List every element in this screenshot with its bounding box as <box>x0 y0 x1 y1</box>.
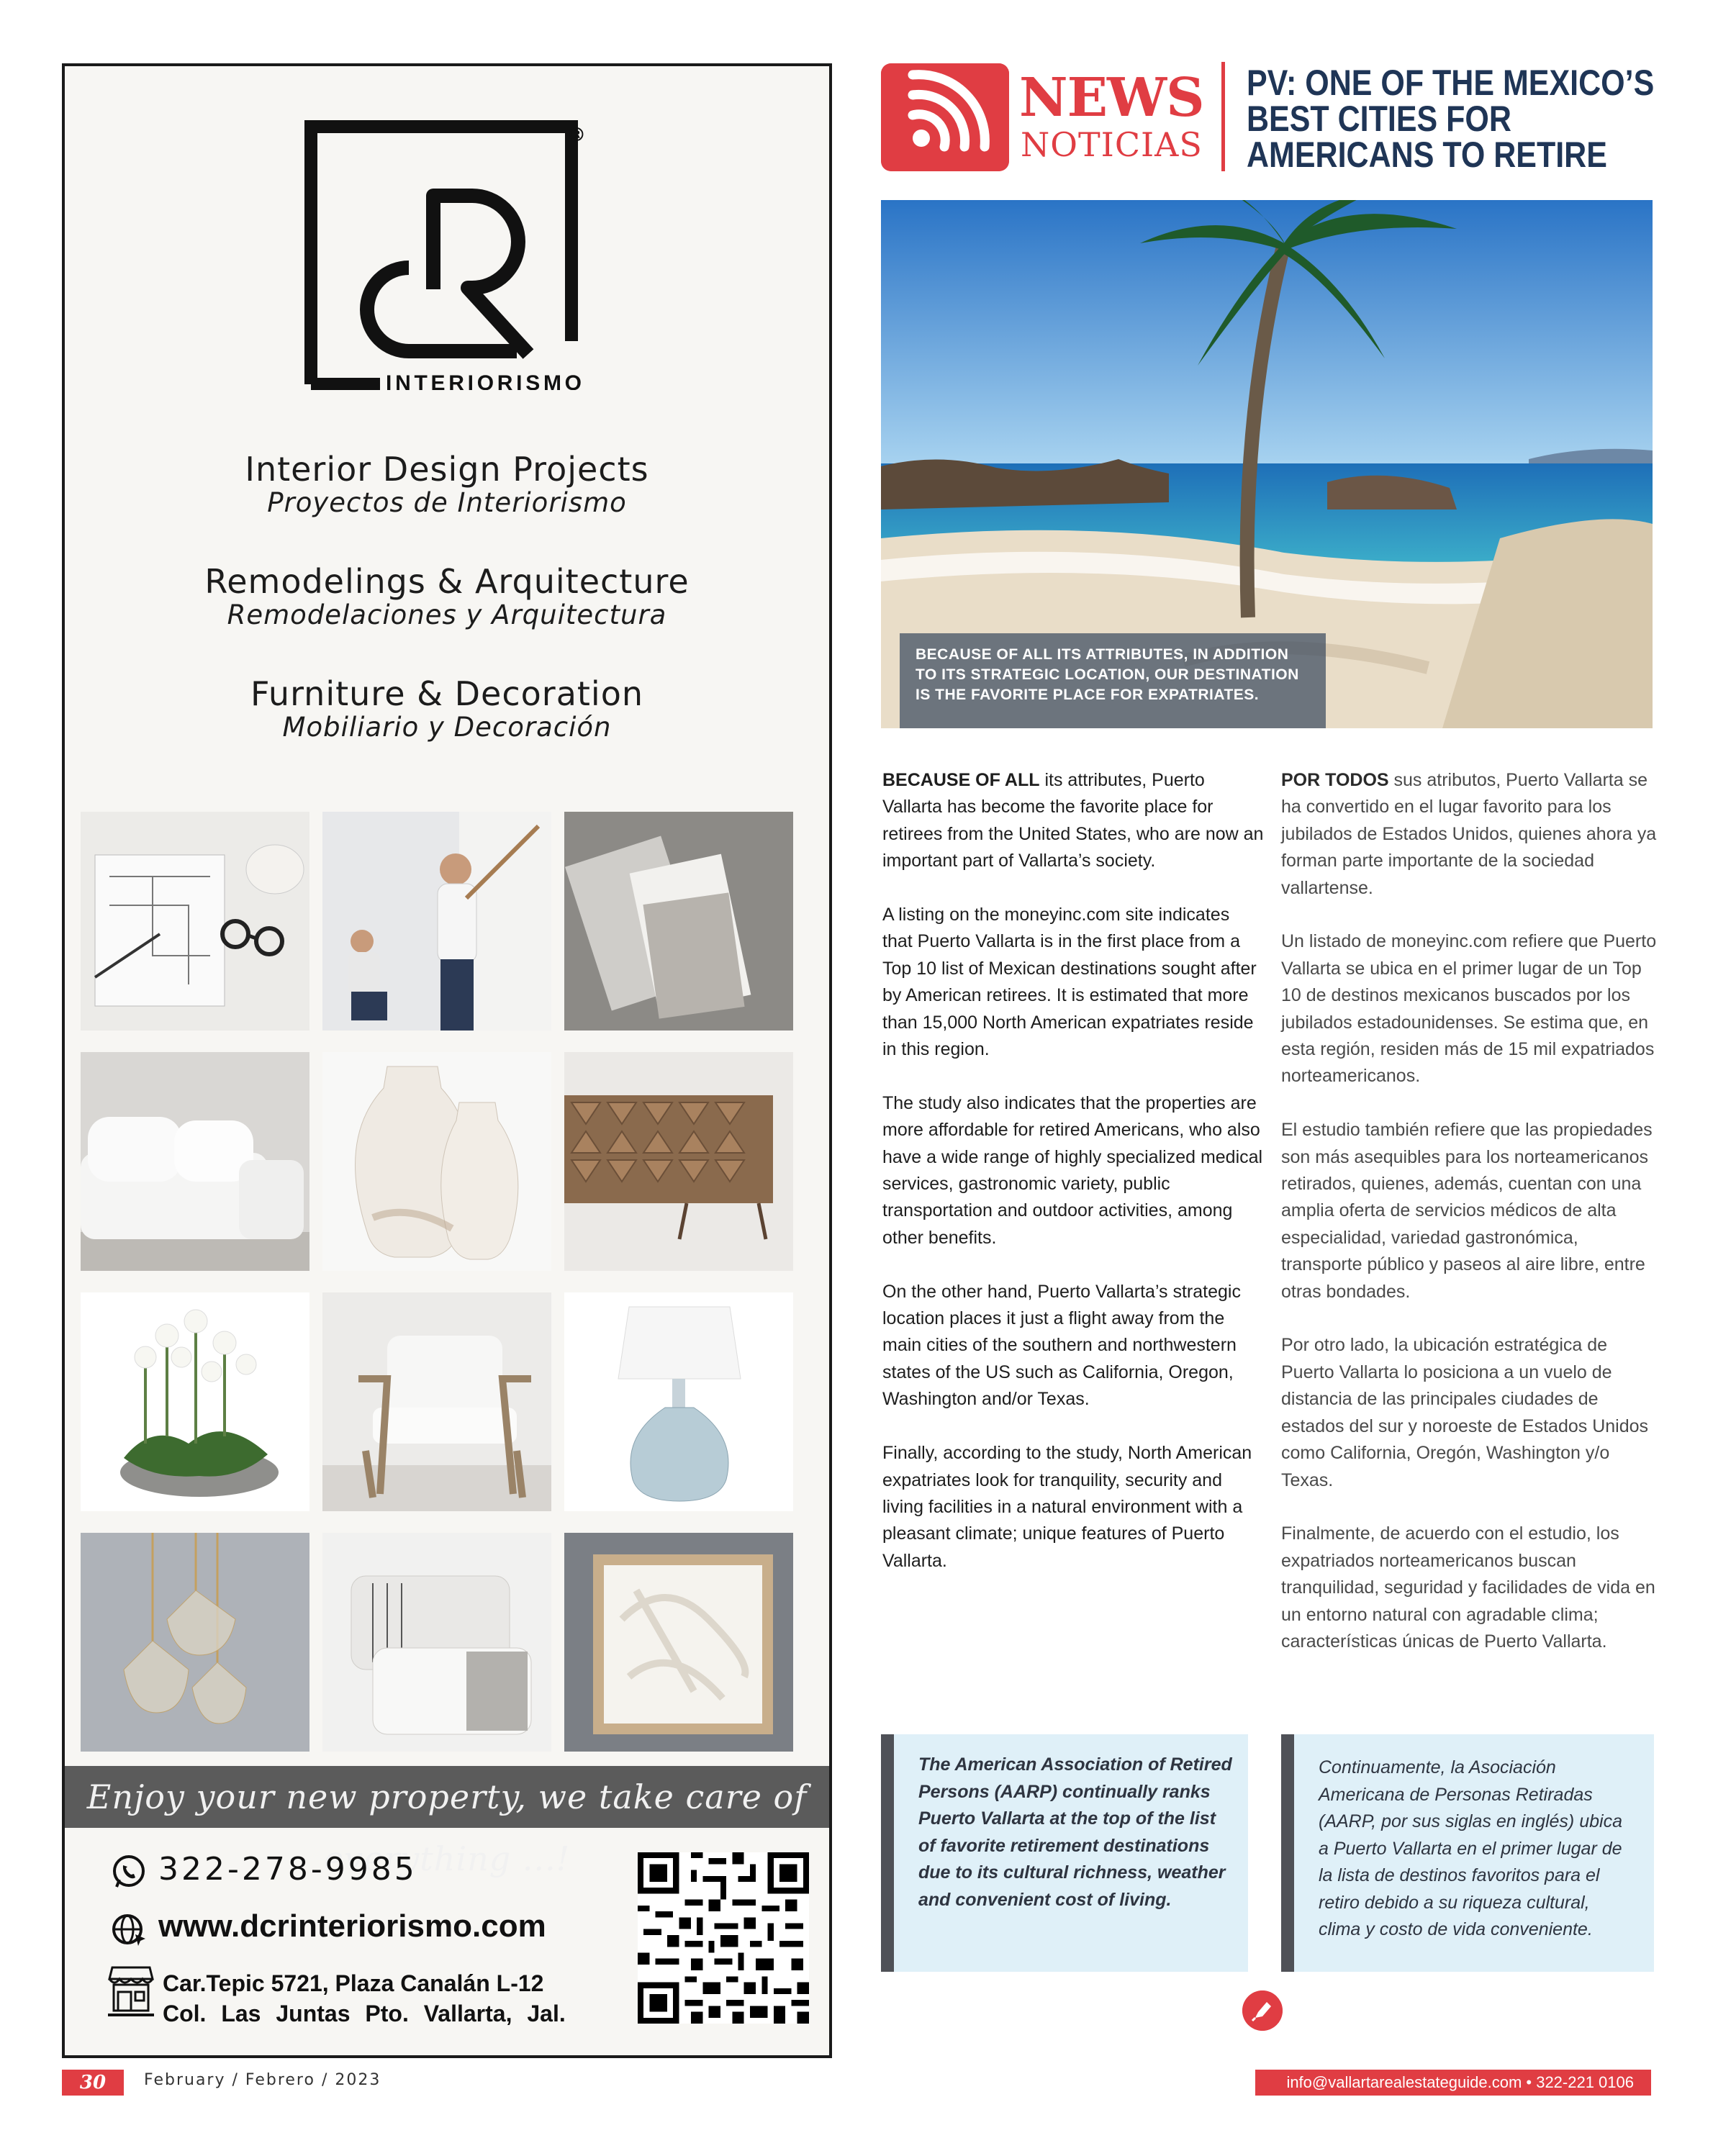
cushions-photo <box>322 1533 551 1752</box>
paragraph-en-3: The study also indicates that the properties are more affordable for retired Americans, who also have a wide range of highly specialized medical services, gastronomic variety, public transportation and outdoor activities, among other benefits. <box>882 1092 1263 1248</box>
headline-line-3: AMERICANS TO RETIRE <box>1247 135 1607 175</box>
pull-quote-es-text: Continuamente, la Asociación Americana de Personas Retiradas (AARP, por sus siglas en inglés) ubica a Puerto Vallarta en el primer lugar de la lista de destinos favoritos para el retiro debido a su riqueza cultural, clima y costo de vida conveniente. <box>1319 1757 1622 1939</box>
service-remodeling <box>65 563 829 630</box>
service-title-en: Interior Design Projects <box>245 450 649 489</box>
paragraph-es-4: Por otro lado, la ubicación estratégica de Puerto Vallarta lo posiciona a un vuelo de distancia de las principales ciudades de estados del sur y noroeste de Estados Unidos como California, Oregón, Washington y/o Texas. <box>1281 1335 1649 1490</box>
dcr-logo <box>301 117 589 390</box>
white-sofa-photo <box>81 1052 309 1271</box>
pull-quote-en <box>881 1734 1248 1972</box>
dcr-advertisement <box>62 63 832 2058</box>
paragraph-en-1 <box>882 767 1264 875</box>
paragraph-en-2: A listing on the moneyinc.com site indicates that Puerto Vallarta is in the first place from a Top 10 list of Mexican destinations sought after by American retirees. It is estimated that more than 15,000 North American expatriates reside in this region. <box>882 905 1257 1060</box>
pen-icon <box>1242 1990 1283 2031</box>
service-title-es: Proyectos de Interiorismo <box>267 487 627 518</box>
website-url: www.dcrinteriorismo.com <box>158 1908 546 1944</box>
wood-sideboard-photo <box>564 1052 793 1271</box>
headline-line-1: PV: ONE OF THE MEXICO’S <box>1247 63 1655 103</box>
service-title-es: Mobiliario y Decoración <box>282 712 612 743</box>
phone-number: 322-278-9985 <box>158 1851 417 1888</box>
article-headline <box>1247 63 1655 175</box>
article-body-es <box>1281 767 1663 1682</box>
footer-contact[interactable]: info@vallartarealestateguide.com • 322-221 0106 <box>1255 2070 1651 2096</box>
paragraph-es-1 <box>1281 767 1663 902</box>
page-number: 30 <box>62 2070 124 2096</box>
header-divider <box>1221 62 1225 171</box>
article-body-en <box>882 767 1264 1602</box>
rss-feed-icon <box>881 63 1009 171</box>
service-title-es: Remodelaciones y Arquitectura <box>227 599 667 630</box>
issue-date: February / Febrero / 2023 <box>144 2071 381 2089</box>
slogan-banner: Enjoy your new property, we take care of everything ...! <box>65 1766 829 1828</box>
address-line-1: Car.Tepic 5721, Plaza Canalán L-12 <box>163 1970 544 1996</box>
paragraph-en-4: On the other hand, Puerto Vallarta’s strategic location places it just a flight away from the main cities of the southern and northwestern states of the US such as California, Oregon, Washington and/or Texas. <box>882 1281 1241 1410</box>
service-title-en: Remodelings & Arquitecture <box>204 562 690 601</box>
textured-art-photo <box>564 1533 793 1752</box>
paragraph-en-5: Finally, according to the study, North American expatriates look for tranquility, security and living facilities in a natural environment with a pleasant climate; unique features of Puerto Vallarta. <box>882 1443 1252 1571</box>
ceramic-vases-photo <box>322 1052 551 1271</box>
paragraph-es-5: Finalmente, de acuerdo con el estudio, los expatriados norteamericanos buscan tranquilidad, seguridad y facilidades de vida en un entorno natural con agradable clima; características únicas de Puerto Vallarta. <box>1281 1523 1655 1652</box>
shop-icon <box>108 1963 154 2019</box>
pull-quote-es <box>1281 1734 1654 1972</box>
blueprint-photo <box>81 812 309 1031</box>
armchair-photo <box>322 1292 551 1511</box>
service-furniture <box>65 675 829 743</box>
section-label-en: NEWS <box>1019 67 1204 129</box>
service-interior-design <box>65 450 829 518</box>
lead-in-es: POR TODOS <box>1281 770 1389 790</box>
section-label-es: NOTICIAS <box>1021 125 1203 164</box>
paragraph-es-3: El estudio también refiere que las propiedades son más asequibles para los norteamericanos retirados, quienes, además, cuentan con una amplia oferta de servicios médicos de alta especialidad, variedad gastronómica, transporte público y paseos al aire libre, entre otras bondades. <box>1281 1120 1653 1302</box>
globe-icon <box>109 1910 148 1949</box>
paragraph-es-2: Un listado de moneyinc.com refiere que Puerto Vallarta se ubica en el primer lugar de un Top 10 de destinos mexicanos buscados por los jubilados estadounidenses. Se estima que, en esta región, residen más de 15 mil expatriados norteamericanos. <box>1281 931 1657 1087</box>
address-line-2: Col. Las Juntas Pto. Vallarta, Jal. <box>163 2001 566 2026</box>
pull-quote-en-text: The American Association of Retired Persons (AARP) continually ranks Puerto Vallarta at the top of the list of favorite retirement destinations due to its cultural richness, weather and convenient cost of living. <box>918 1754 1232 1910</box>
paragraph-en-1-text: its attributes, Puerto Vallarta has become the favorite place for retirees from the United States, who are now an important part of Vallarta’s society. <box>882 770 1264 871</box>
orchid-planter-photo <box>81 1292 309 1511</box>
qr-code[interactable] <box>638 1852 809 2024</box>
paragraph-es-1-text: sus atributos, Puerto Vallarta se ha convertido en el lugar favorito para los jubilados de Estados Unidos, quienes ahora ya forman parte importante de la sociedad vallartense. <box>1281 770 1657 898</box>
service-title-en: Furniture & Decoration <box>250 674 643 713</box>
registered-mark: ® <box>567 124 586 146</box>
color-swatch-photo <box>564 812 793 1031</box>
photo-caption: BECAUSE OF ALL ITS ATTRIBUTES, IN ADDITION TO ITS STRATEGIC LOCATION, OUR DESTINATION IS THE FAVORITE PLACE FOR EXPATRIATES. <box>900 633 1326 728</box>
whatsapp-icon <box>111 1854 147 1890</box>
painter-photo <box>322 812 551 1031</box>
headline-line-2: BEST CITIES FOR <box>1247 99 1511 139</box>
logo-brand-text: INTERIORISMO <box>386 371 582 390</box>
pendant-lights-photo <box>81 1533 309 1752</box>
glass-lamp-photo <box>564 1292 793 1511</box>
lead-in-en: BECAUSE OF ALL <box>882 770 1040 790</box>
